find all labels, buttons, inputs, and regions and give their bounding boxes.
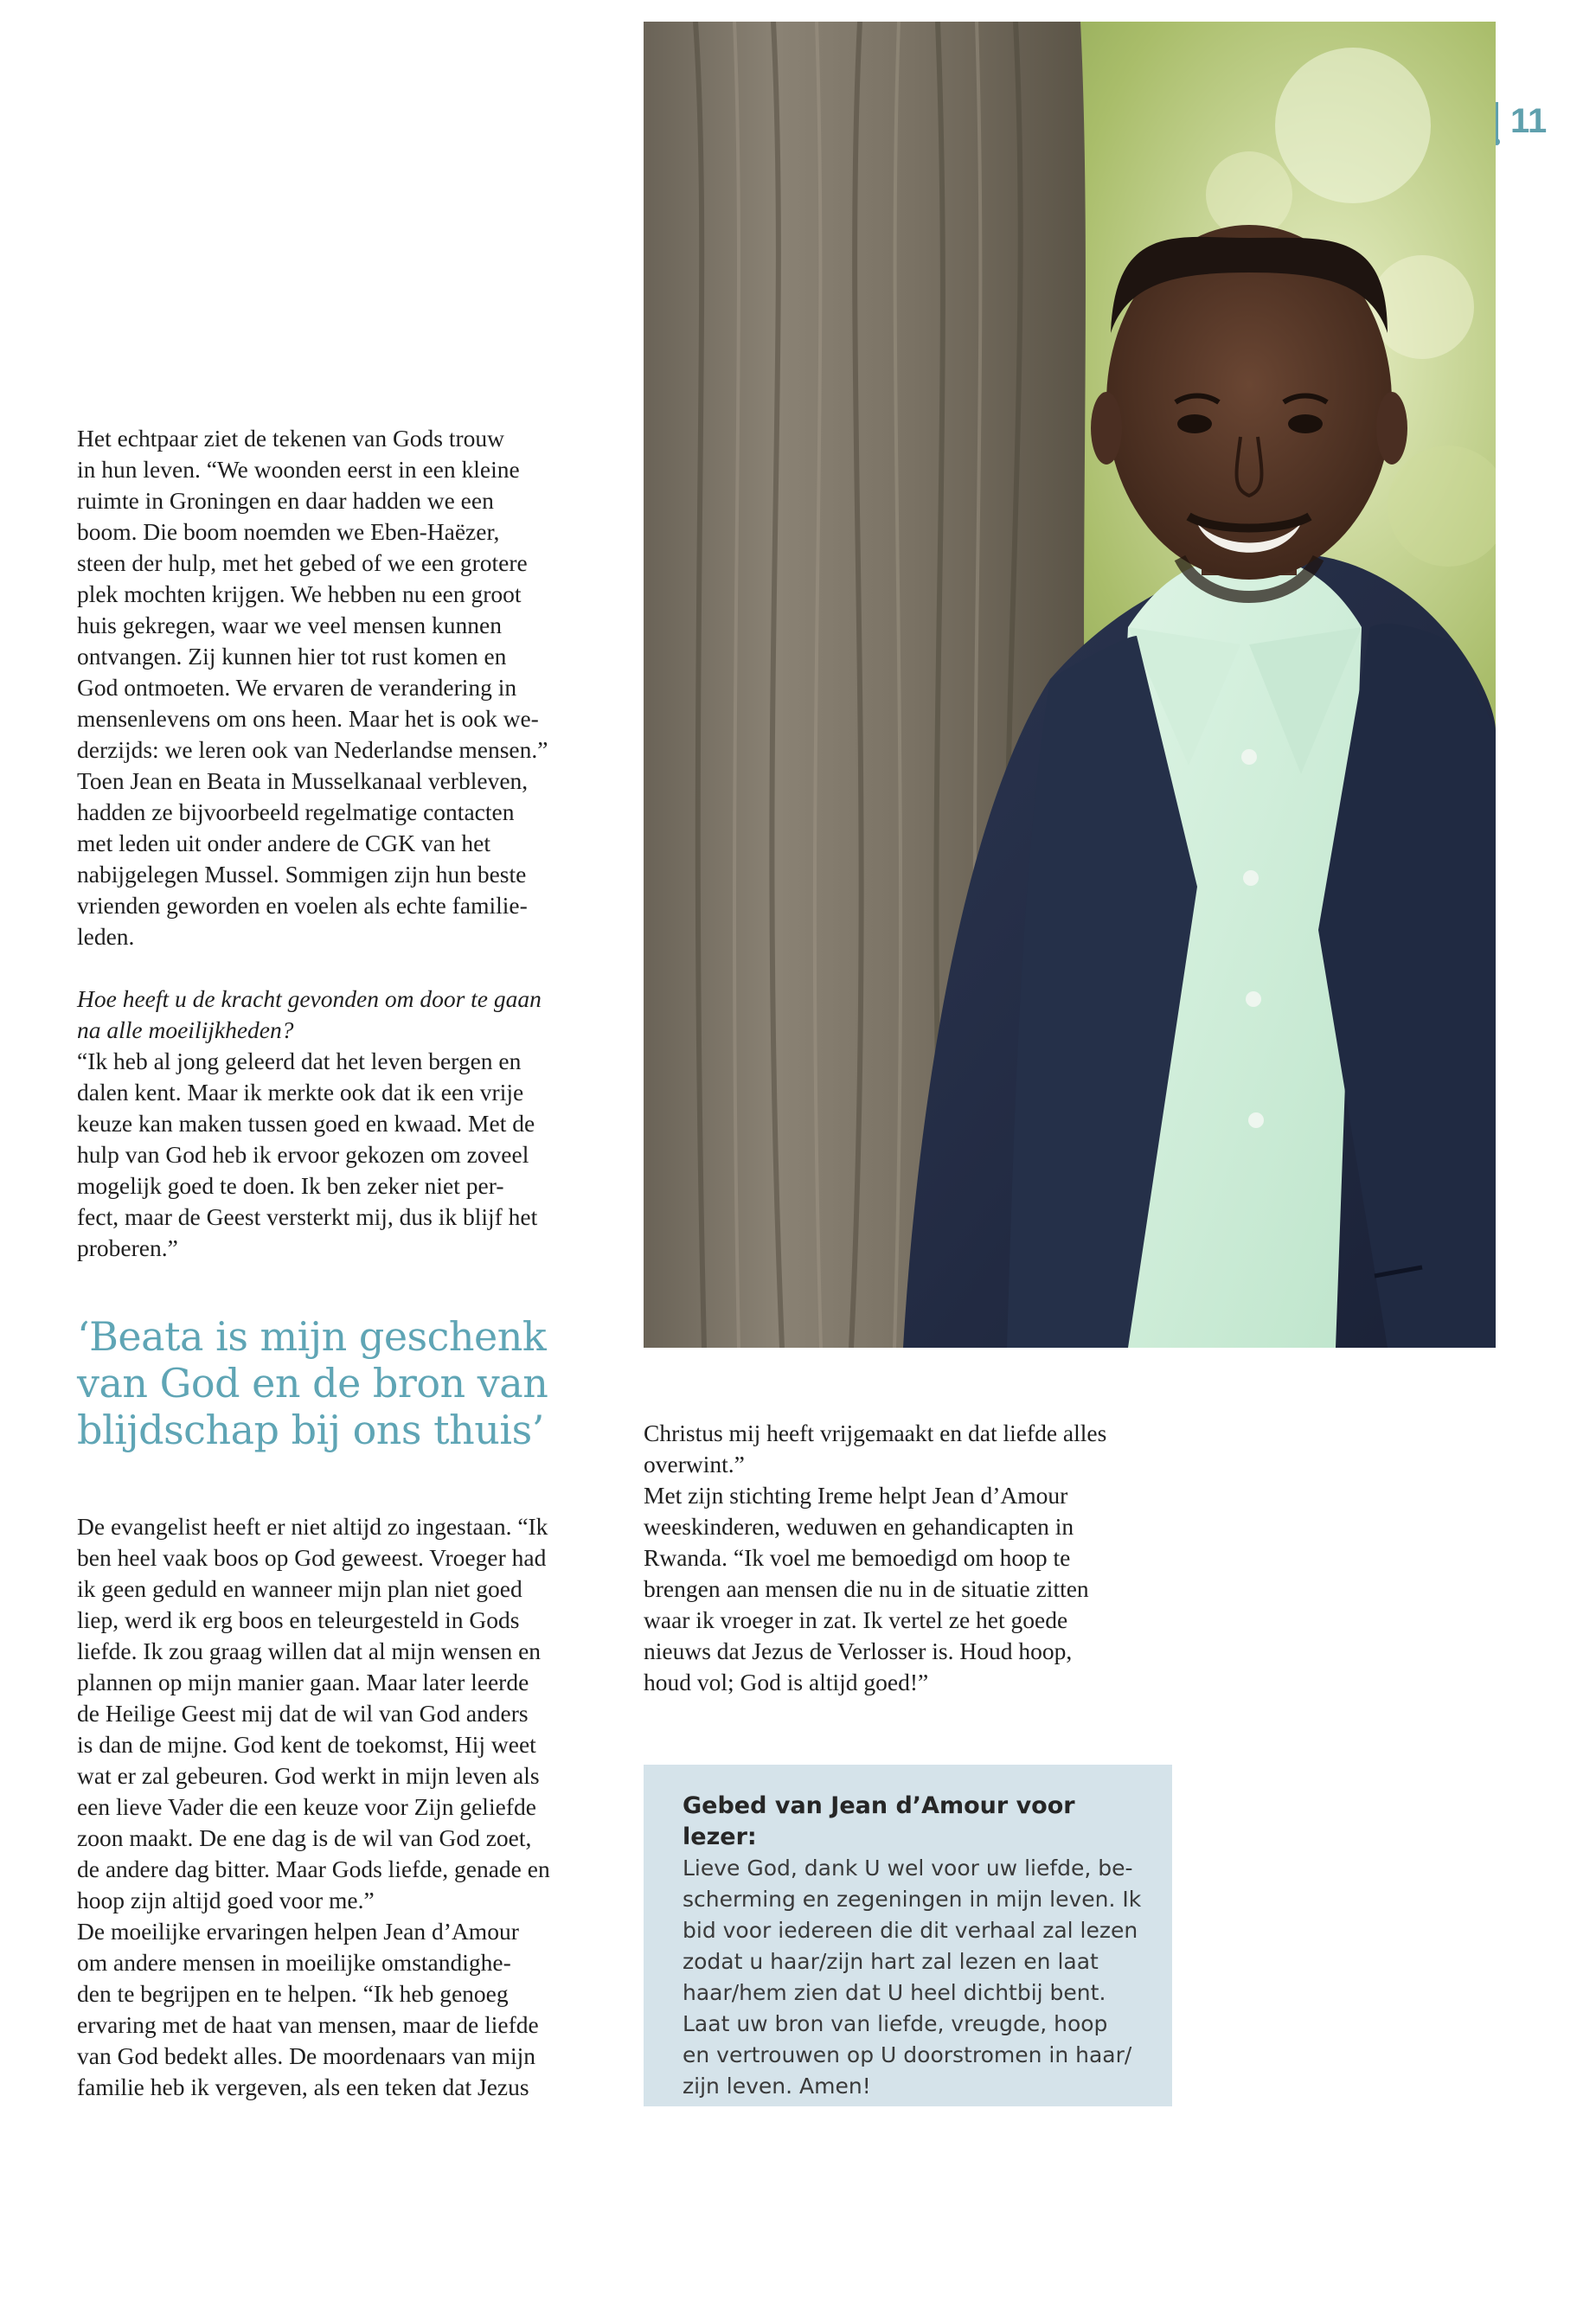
foundation-paragraph: Met zijn stichting Ireme helpt Jean d’Amour weeskinderen, weduwen en gehandicapten in Rwanda. “Ik voel me bemoedigd om hoop te brengen aan mensen die nu in de situatie zitten waar ik vroeger in zat. Ik vertel ze het goede nieuws dat Jezus de Verlosser is. Houd hoop, houd vol; God is altijd goed!” <box>644 1482 1089 1695</box>
page-number-text: 11 <box>1510 101 1548 140</box>
left-column-top <box>77 423 622 1264</box>
prayer-title: Gebed van Jean d’Amour voor lezer: <box>683 1792 1075 1850</box>
evangelist-paragraph: De evangelist heeft er niet altijd zo ingestaan. “Ik ben heel vaak boos op God geweest. Vroeger had ik geen geduld en wanneer mijn plan niet goed liep, werd ik erg boos en teleurgesteld in Gods liefde. Ik zou graag willen dat al mijn wensen en plannen op mijn manier gaan. Maar later leerde de Heilige Geest mij dat de wil van God anders is dan de mijne. God kent de toekomst, Hij weet wat er zal gebeuren. God werkt in mijn leven als een lieve Vader die een keuze voor Zijn geliefde zoon maakt. De ene dag is de wil van God zoet, de andere dag bitter. Maar Gods liefde, genade en hoop zijn altijd goed voor me.” <box>77 1513 550 1913</box>
portrait-photo-icon <box>644 22 1496 1348</box>
right-column <box>644 1418 1197 1698</box>
intro-paragraph: Het echtpaar ziet de tekenen van Gods trouw in hun leven. “We woonden eerst in een kleine ruimte in Groningen en daar hadden we een boom. Die boom noemden we Eben-Haëzer, steen der hulp, met het gebed of we een grotere plek mochten krijgen. We hebben nu een groot huis gekregen, waar we veel mensen kunnen ontvangen. Zij kunnen hier tot rust komen en God ontmoeten. We ervaren de verandering in mensenlevens om ons heen. Maar het is ook we- derzijds: we leren ook van Nederlandse mensen.” Toen Jean en Beata in Musselkanaal verbleven, hadden ze bijvoorbeeld regelmatige contacten met leden uit onder andere de CGK van het nabijgelegen Mussel. Sommigen zijn hun beste vrienden geworden en voelen als echte familie- leden. <box>77 425 548 950</box>
left-column-bottom <box>77 1511 622 2103</box>
pull-quote: ‘Beata is mijn geschenk van God en de bron van blijdschap bij ons thuis’ <box>77 1313 548 1453</box>
answer-paragraph: “Ik heb al jong geleerd dat het leven bergen en dalen kent. Maar ik merkte ook dat ik een vrije keuze kan maken tussen goed en kwaad. Met de hulp van God heb ik ervoor gekozen om zoveel mogelijk goed te doen. Ik ben zeker niet per- fect, maar de Geest versterkt mij, dus ik blijf het proberen.” <box>77 1048 538 1261</box>
page-number <box>1495 97 1547 145</box>
interview-question: Hoe heeft u de kracht gevonden om door te gaan na alle moeilijkheden? <box>77 985 542 1043</box>
continuation-paragraph: Christus mij heeft vrijgemaakt en dat liefde alles overwint.” <box>644 1420 1107 1477</box>
experiences-paragraph: De moeilijke ervaringen helpen Jean d’Amour om andere mensen in moeilijke omstandighe- den te begrijpen en te helpen. “Ik heb genoeg ervaring met de haat van mensen, maar de liefde van God bedekt alles. De moordenaars van mijn familie heb ik vergeven, als een teken dat Jezus <box>77 1918 539 2100</box>
portrait-photo <box>644 22 1496 1348</box>
prayer-box <box>644 1765 1172 2106</box>
prayer-text: Lieve God, dank U wel voor uw liefde, be- scherming en zegeningen in mijn leven. Ik bid voor iedereen die dit verhaal zal lezen zodat u haar/zijn hart zal lezen en laat haar/hem zien dat U heel dichtbij bent. Laat uw bron van liefde, vreugde, hoop en vertrouwen op U doorstromen in haar/ zijn leven. Amen! <box>683 1856 1142 2099</box>
